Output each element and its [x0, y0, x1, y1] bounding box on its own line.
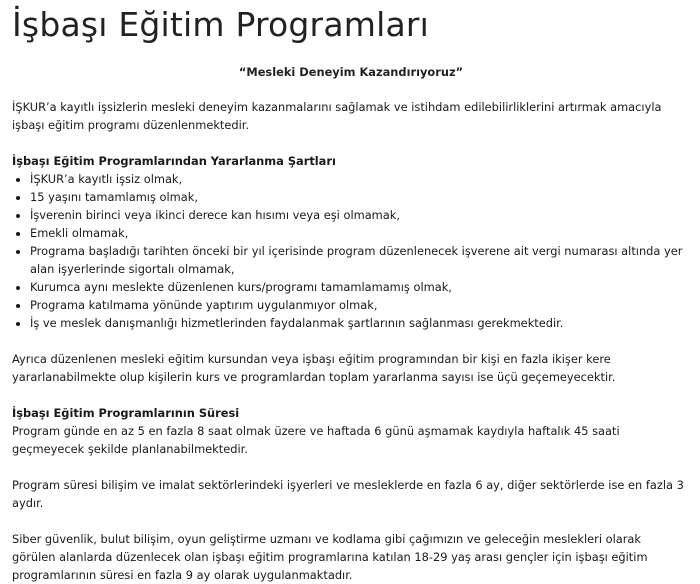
page-title: İşbaşı Eğitim Programları — [12, 5, 430, 44]
requirement-item: • İŞKUR’a kayıtlı işsiz olmak, — [30, 170, 688, 188]
requirements-heading: İşbaşı Eğitim Programlarından Yararlanma Şartları — [12, 154, 336, 168]
requirement-item: • Emekli olmamak, — [30, 224, 688, 242]
requirements-list — [12, 170, 688, 332]
duration-paragraph-1: Program günde en az 5 en fazla 8 saat olmak üzere ve haftada 6 günü aşmamak kaydıyla haftalık 45 saati geçmeyecek şekilde planlanabilmektedir. — [12, 424, 620, 456]
duration-heading: İşbaşı Eğitim Programlarının Süresi — [12, 406, 240, 420]
requirement-item: • İş ve meslek danışmanlığı hizmetlerinden faydalanmak şartlarının sağlanması gerekmektedir. — [30, 314, 688, 332]
requirement-item: • İşverenin birinci veya ikinci derece kan hısımı veya eşi olmamak, — [30, 206, 688, 224]
requirement-item: • Kurumca aynı meslekte düzenlenen kurs/programı tamamlamamış olmak, — [30, 278, 688, 296]
intro-paragraph: İŞKUR’a kayıtlı işsizlerin mesleki deneyim kazanmalarını sağlamak ve istihdam edilebilirliklerini artırmak amacıyla işbaşı eğitim programı düzenlenmektedir. — [12, 100, 662, 132]
page-subtitle: “Mesleki Deneyim Kazandırıyoruz” — [238, 65, 464, 79]
requirement-item: • Programa başladığı tarihten önceki bir yıl içerisinde program düzenlenecek işverene ait vergi numarası altında yer alan işyerlerinde sigortalı olmamak, — [30, 242, 688, 278]
requirement-item: • Programa katılmama yönünde yaptırım uygulanmıyor olmak, — [30, 296, 688, 314]
extra-note-paragraph: Ayrıca düzenlenen mesleki eğitim kursundan veya işbaşı eğitim programından bir kişi en fazla ikişer kere yararlanabilmekte olup kişilerin kurs ve programlardan toplam yararlanma sayısı ise üçü geçemeyecektir. — [12, 352, 616, 384]
duration-paragraph-3: Siber güvenlik, bulut bilişim, oyun geliştirme uzmanı ve kodlama gibi çağımızın ve geleceğin meslekleri olarak görülen alanlarda düzenlecek olan işbaşı eğitim programlarına katılan 18-29 yaş arası gençler için işbaşı eğitim programlarının süresi en fazla 9 ay olarak uygulanmaktadır. — [12, 532, 648, 582]
requirement-item: • 15 yaşını tamamlamış olmak, — [30, 188, 688, 206]
duration-paragraph-2: Program süresi bilişim ve imalat sektörlerindeki işyerleri ve mesleklerde en fazla 6 ay, diğer sektörlerde ise en fazla 3 aydır. — [12, 478, 684, 510]
